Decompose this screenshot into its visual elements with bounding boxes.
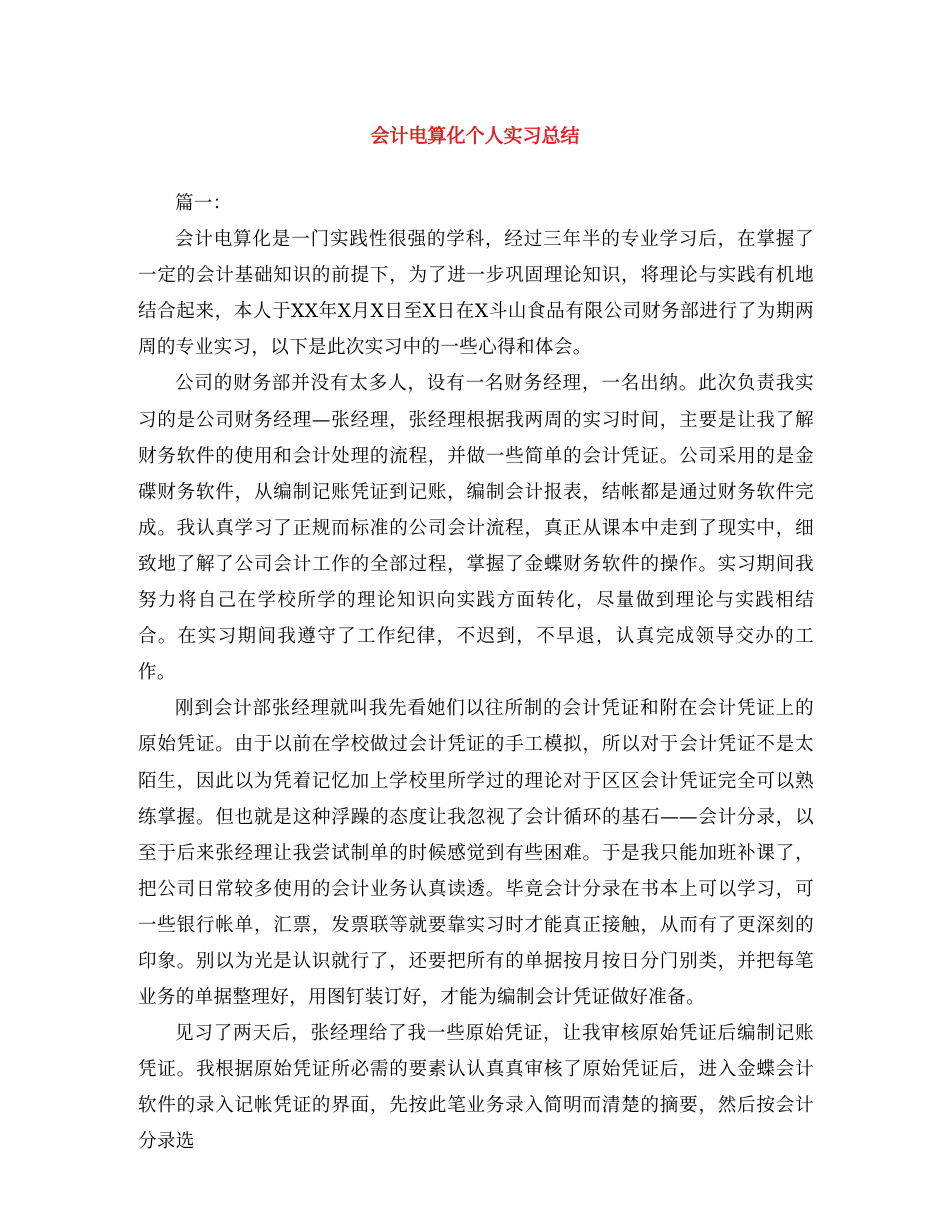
document-body	[138, 186, 814, 1161]
paragraph: 会计电算化是一门实践性很强的学科，经过三年半的专业学习后，在掌握了一定的会计基础知识的前提下，为了进一步巩固理论知识，将理论与实践有机地结合起来，本人于XX年X月X日至X日在X斗山食品有限公司财务部进行了为期两周的专业实习，以下是此次实习中的一些心得和体会。	[138, 229, 814, 359]
paragraph: 公司的财务部并没有太多人，设有一名财务经理，一名出纳。此次负责我实习的是公司财务经理—张经理，张经理根据我两周的实习时间，主要是让我了解财务软件的使用和会计处理的流程，并做一些简单的会计凭证。公司采用的是金碟财务软件，从编制记账凭证到记账，编制会计报表，结帐都是通过财务软件完成。我认真学习了正规而标准的公司会计流程，真正从课本中走到了现实中，细致地了解了公司会计工作的全部过程，掌握了金蝶财务软件的操作。实习期间我努力将自己在学校所学的理论知识向实践方面转化，尽量做到理论与实践相结合。在实习期间我遵守了工作纪律，不迟到，不早退，认真完成领导交办的工作。	[138, 373, 814, 684]
document-title: 会计电算化个人实习总结	[370, 125, 580, 147]
section-heading: 篇一：	[175, 193, 232, 214]
paragraph: 刚到会计部张经理就叫我先看她们以往所制的会计凭证和附在会计凭证上的原始凭证。由于以前在学校做过会计凭证的手工模拟，所以对于会计凭证不是太陌生，因此以为凭着记忆加上学校里所学过的理论对于区区会计凭证完全可以熟练掌握。但也就是这种浮躁的态度让我忽视了会计循环的基石——会计分录，以至于后来张经理让我尝试制单的时候感觉到有些困难。于是我只能加班补课了，把公司日常较多使用的会计业务认真读透。毕竟会计分录在书本上可以学习，可一些银行帐单，汇票，发票联等就要靠实习时才能真正接触，从而有了更深刻的印象。别以为光是认识就行了，还要把所有的单据按月按日分门别类，并把每笔业务的单据整理好，用图钉装订好，才能为编制会计凭证做好准备。	[138, 698, 814, 1009]
paragraph: 见习了两天后，张经理给了我一些原始凭证，让我审核原始凭证后编制记账凭证。我根据原始凭证所必需的要素认认真真审核了原始凭证后，进入金蝶会计软件的录入记帐凭证的界面，先按此笔业务录入简明而清楚的摘要，然后按会计分录选	[138, 1023, 814, 1153]
